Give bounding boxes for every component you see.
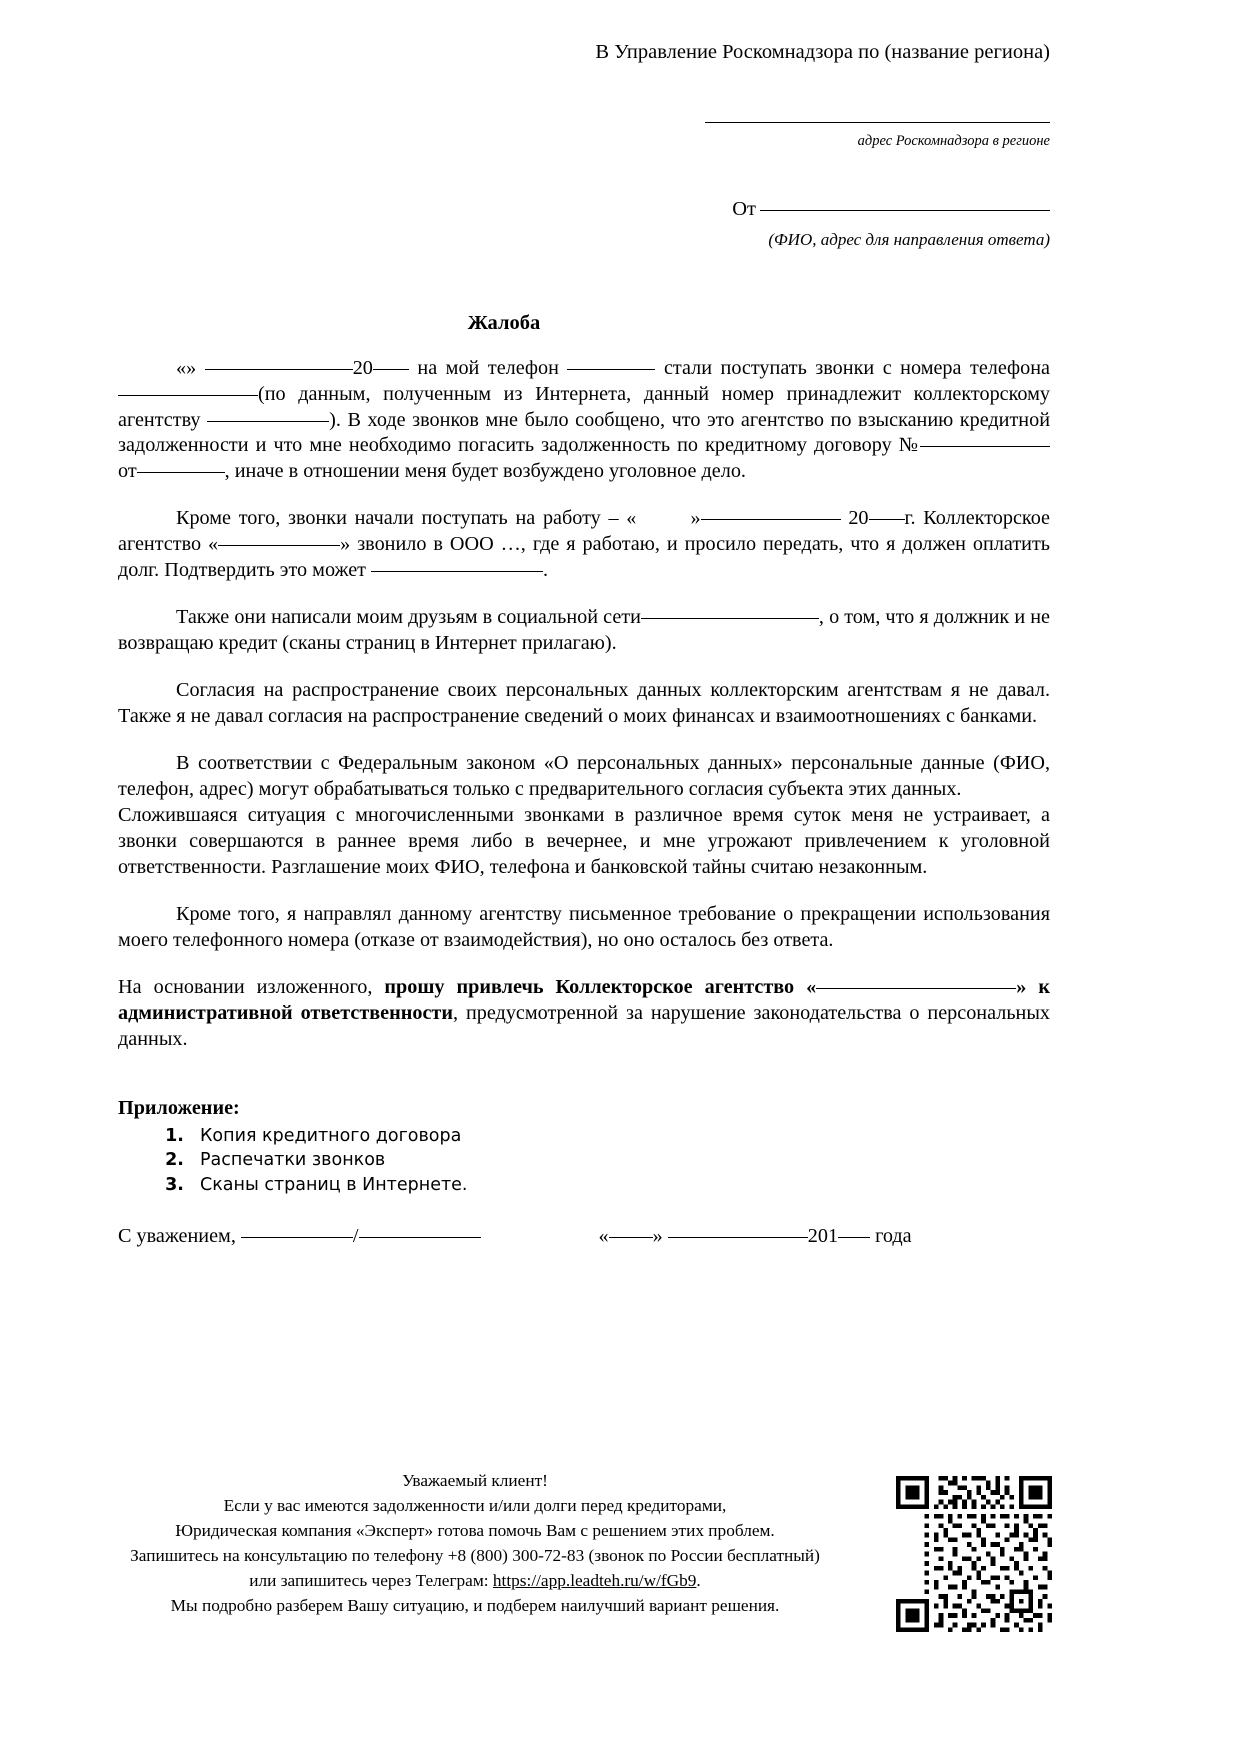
p1-date-blank[interactable] — [205, 369, 353, 370]
paragraph-8-request — [118, 975, 1050, 1053]
paragraph-7: Кроме того, я направлял данному агентству письменное требование о прекращении использования моего телефонного номера (отказе от взаимодействия), но оно осталось без ответа. — [118, 902, 1050, 951]
p3-t2: , о том, что я должник и не возвращаю кредит (сканы страниц в Интернет прилагаю). — [118, 606, 1050, 655]
p3-network-blank[interactable] — [641, 618, 819, 619]
p1-contract-date-blank[interactable] — [137, 472, 225, 473]
footer-telegram-label: или запишитесь через Телеграм: — [249, 1571, 493, 1591]
p2-date-blank[interactable] — [701, 519, 841, 520]
spacer — [118, 730, 1050, 751]
p1-agency-blank[interactable] — [207, 421, 329, 422]
date-month-blank[interactable] — [668, 1237, 808, 1238]
p1-number-blank[interactable] — [118, 395, 258, 396]
address-caption: адрес Роскомнадзора в регионе — [857, 132, 1050, 149]
spacer — [118, 954, 1050, 975]
from-label: От — [732, 197, 756, 220]
p2-witness-blank[interactable] — [371, 571, 543, 572]
p2-t6: . — [543, 559, 549, 582]
footer-line-5 — [70, 1568, 880, 1593]
p8-b1: прошу привлечь Коллекторское агентство « — [384, 975, 817, 998]
p8-t2: , предусмотренной за нарушение законодательства о персональных данных. — [118, 1001, 1050, 1050]
p2-t4: г. Коллекторское агентство « — [118, 507, 1050, 556]
p1-quote: «» — [176, 356, 197, 379]
footer-line-1: Уважаемый клиент! — [402, 1471, 548, 1490]
paragraph-5: В соответствии с Федеральным законом «О персональных данных» персональные данные (ФИО, телефон, адрес) могут обрабатываться только с предварительного согласия субъекта этих данных. — [118, 752, 1050, 801]
attachments-title: Приложение: — [118, 1096, 240, 1119]
p1-t6: , иначе в отношении меня будет возбуждено уголовное дело. — [224, 460, 746, 483]
signature-label: С уважением, — [118, 1225, 236, 1248]
document-title: Жалоба — [467, 311, 541, 334]
p8-agency-blank[interactable] — [816, 988, 1016, 989]
document-body — [118, 0, 1050, 1248]
from-line — [118, 198, 1050, 221]
spacer — [118, 881, 1050, 902]
footer-text — [70, 1468, 880, 1618]
p3-t1: Также они написали моим друзьям в социальной сети — [176, 606, 641, 629]
date-quote-close: » — [652, 1225, 663, 1248]
signature-date — [599, 1225, 912, 1248]
date-year-blank[interactable] — [838, 1237, 870, 1238]
p2-t2: » — [690, 507, 701, 530]
footer-line-6: Мы подробно разберем Вашу ситуацию, и подберем наилучший вариант решения. — [170, 1596, 780, 1616]
p2-year-blank[interactable] — [869, 519, 905, 520]
from-caption: (ФИО, адрес для направления ответа) — [768, 229, 1050, 249]
footer-line-5-post: . — [696, 1571, 701, 1591]
spacer — [118, 485, 1050, 506]
p1-year-prefix: 20 — [352, 356, 373, 379]
spacer — [118, 335, 1050, 356]
footer-line-3: Юридическая компания «Эксперт» готова помочь Вам с решением этих проблем. — [175, 1521, 775, 1541]
paragraph-1 — [118, 356, 1050, 486]
date-year-prefix: 201 — [807, 1225, 839, 1248]
address-rule-wrap — [118, 110, 1050, 128]
footer-line-2: Если у вас имеются задолженности и/или долги перед кредиторами, — [223, 1496, 727, 1516]
p1-t1: на мой телефон — [417, 356, 559, 379]
p8-b2: » — [1016, 975, 1027, 998]
qr-code[interactable] — [896, 1476, 1052, 1632]
signature-left — [118, 1225, 481, 1248]
p8-b3: к административной ответственности — [118, 975, 1050, 1024]
attachments-list — [118, 1124, 1050, 1199]
signature-name-blank[interactable] — [359, 1237, 481, 1238]
p1-t2: стали поступать звонки с номера телефона — [663, 356, 1050, 379]
p1-t5: от — [118, 460, 137, 483]
signature-row — [118, 1225, 1050, 1248]
list-item: 3. Сканы страниц в Интернете. — [190, 1173, 1050, 1198]
list-item: 2. Распечатки звонков — [190, 1148, 1050, 1173]
paragraph-6: Сложившаяся ситуация с многочисленными звонками в различное время суток меня не устраивает, а звонки совершаются в раннее время либо в вечернее, и мне угрожают привлечением к уголовной ответственности. Разглашение моих ФИО, телефона и банковской тайны считаю незаконным. — [118, 803, 1050, 878]
footer-line-4: Запишитесь на консультацию по телефону +8 (800) 300-72-83 (звонок по России бесплатный) — [130, 1546, 820, 1566]
p1-contract-blank[interactable] — [920, 446, 1050, 447]
spacer — [118, 584, 1050, 605]
p2-t3: 20 — [848, 507, 869, 530]
addressee-line: В Управление Роскомнадзора по (название региона) — [595, 41, 1050, 63]
p8-t1: На основании изложенного, — [118, 975, 385, 998]
date-year-suffix: года — [875, 1225, 912, 1248]
address-blank-line[interactable] — [705, 122, 1050, 123]
from-blank-line[interactable] — [760, 210, 1050, 211]
signature-blank[interactable] — [241, 1237, 353, 1238]
p2-t5: » звонило в ООО …, где я работаю, и просило передать, что я должен оплатить долг. Подтвердить это может — [118, 533, 1050, 582]
paragraph-2 — [118, 506, 1050, 584]
list-item: 1. Копия кредитного договора — [190, 1124, 1050, 1149]
p1-phone-blank[interactable] — [567, 369, 655, 370]
spacer — [118, 657, 1050, 678]
p1-t4: ). В ходе звонков мне было сообщено, что это агентство по взысканию кредитной задолженности и что мне необходимо погасить задолженность по кредитному договору № — [118, 408, 1050, 457]
paragraph-4: Согласия на распространение своих персональных данных коллекторским агентствам я не давал. Также я не давал согласия на распространение сведений о моих финансах и взаимоотношениях с банками. — [118, 679, 1050, 728]
p1-year-blank[interactable] — [373, 369, 409, 370]
p2-agency-blank[interactable] — [218, 545, 340, 546]
paragraph-3 — [118, 605, 1050, 657]
date-quote-open: « — [598, 1225, 609, 1248]
p2-t1: Кроме того, звонки начали поступать на работу – « — [176, 507, 637, 530]
signature-slash: / — [352, 1225, 359, 1248]
date-day-blank[interactable] — [609, 1237, 653, 1238]
p1-t3: (по данным, полученным из Интернета, данный номер принадлежит коллекторскому агентству — [118, 382, 1050, 431]
footer-telegram-link[interactable]: https://app.leadteh.ru/w/fGb9 — [492, 1571, 697, 1591]
